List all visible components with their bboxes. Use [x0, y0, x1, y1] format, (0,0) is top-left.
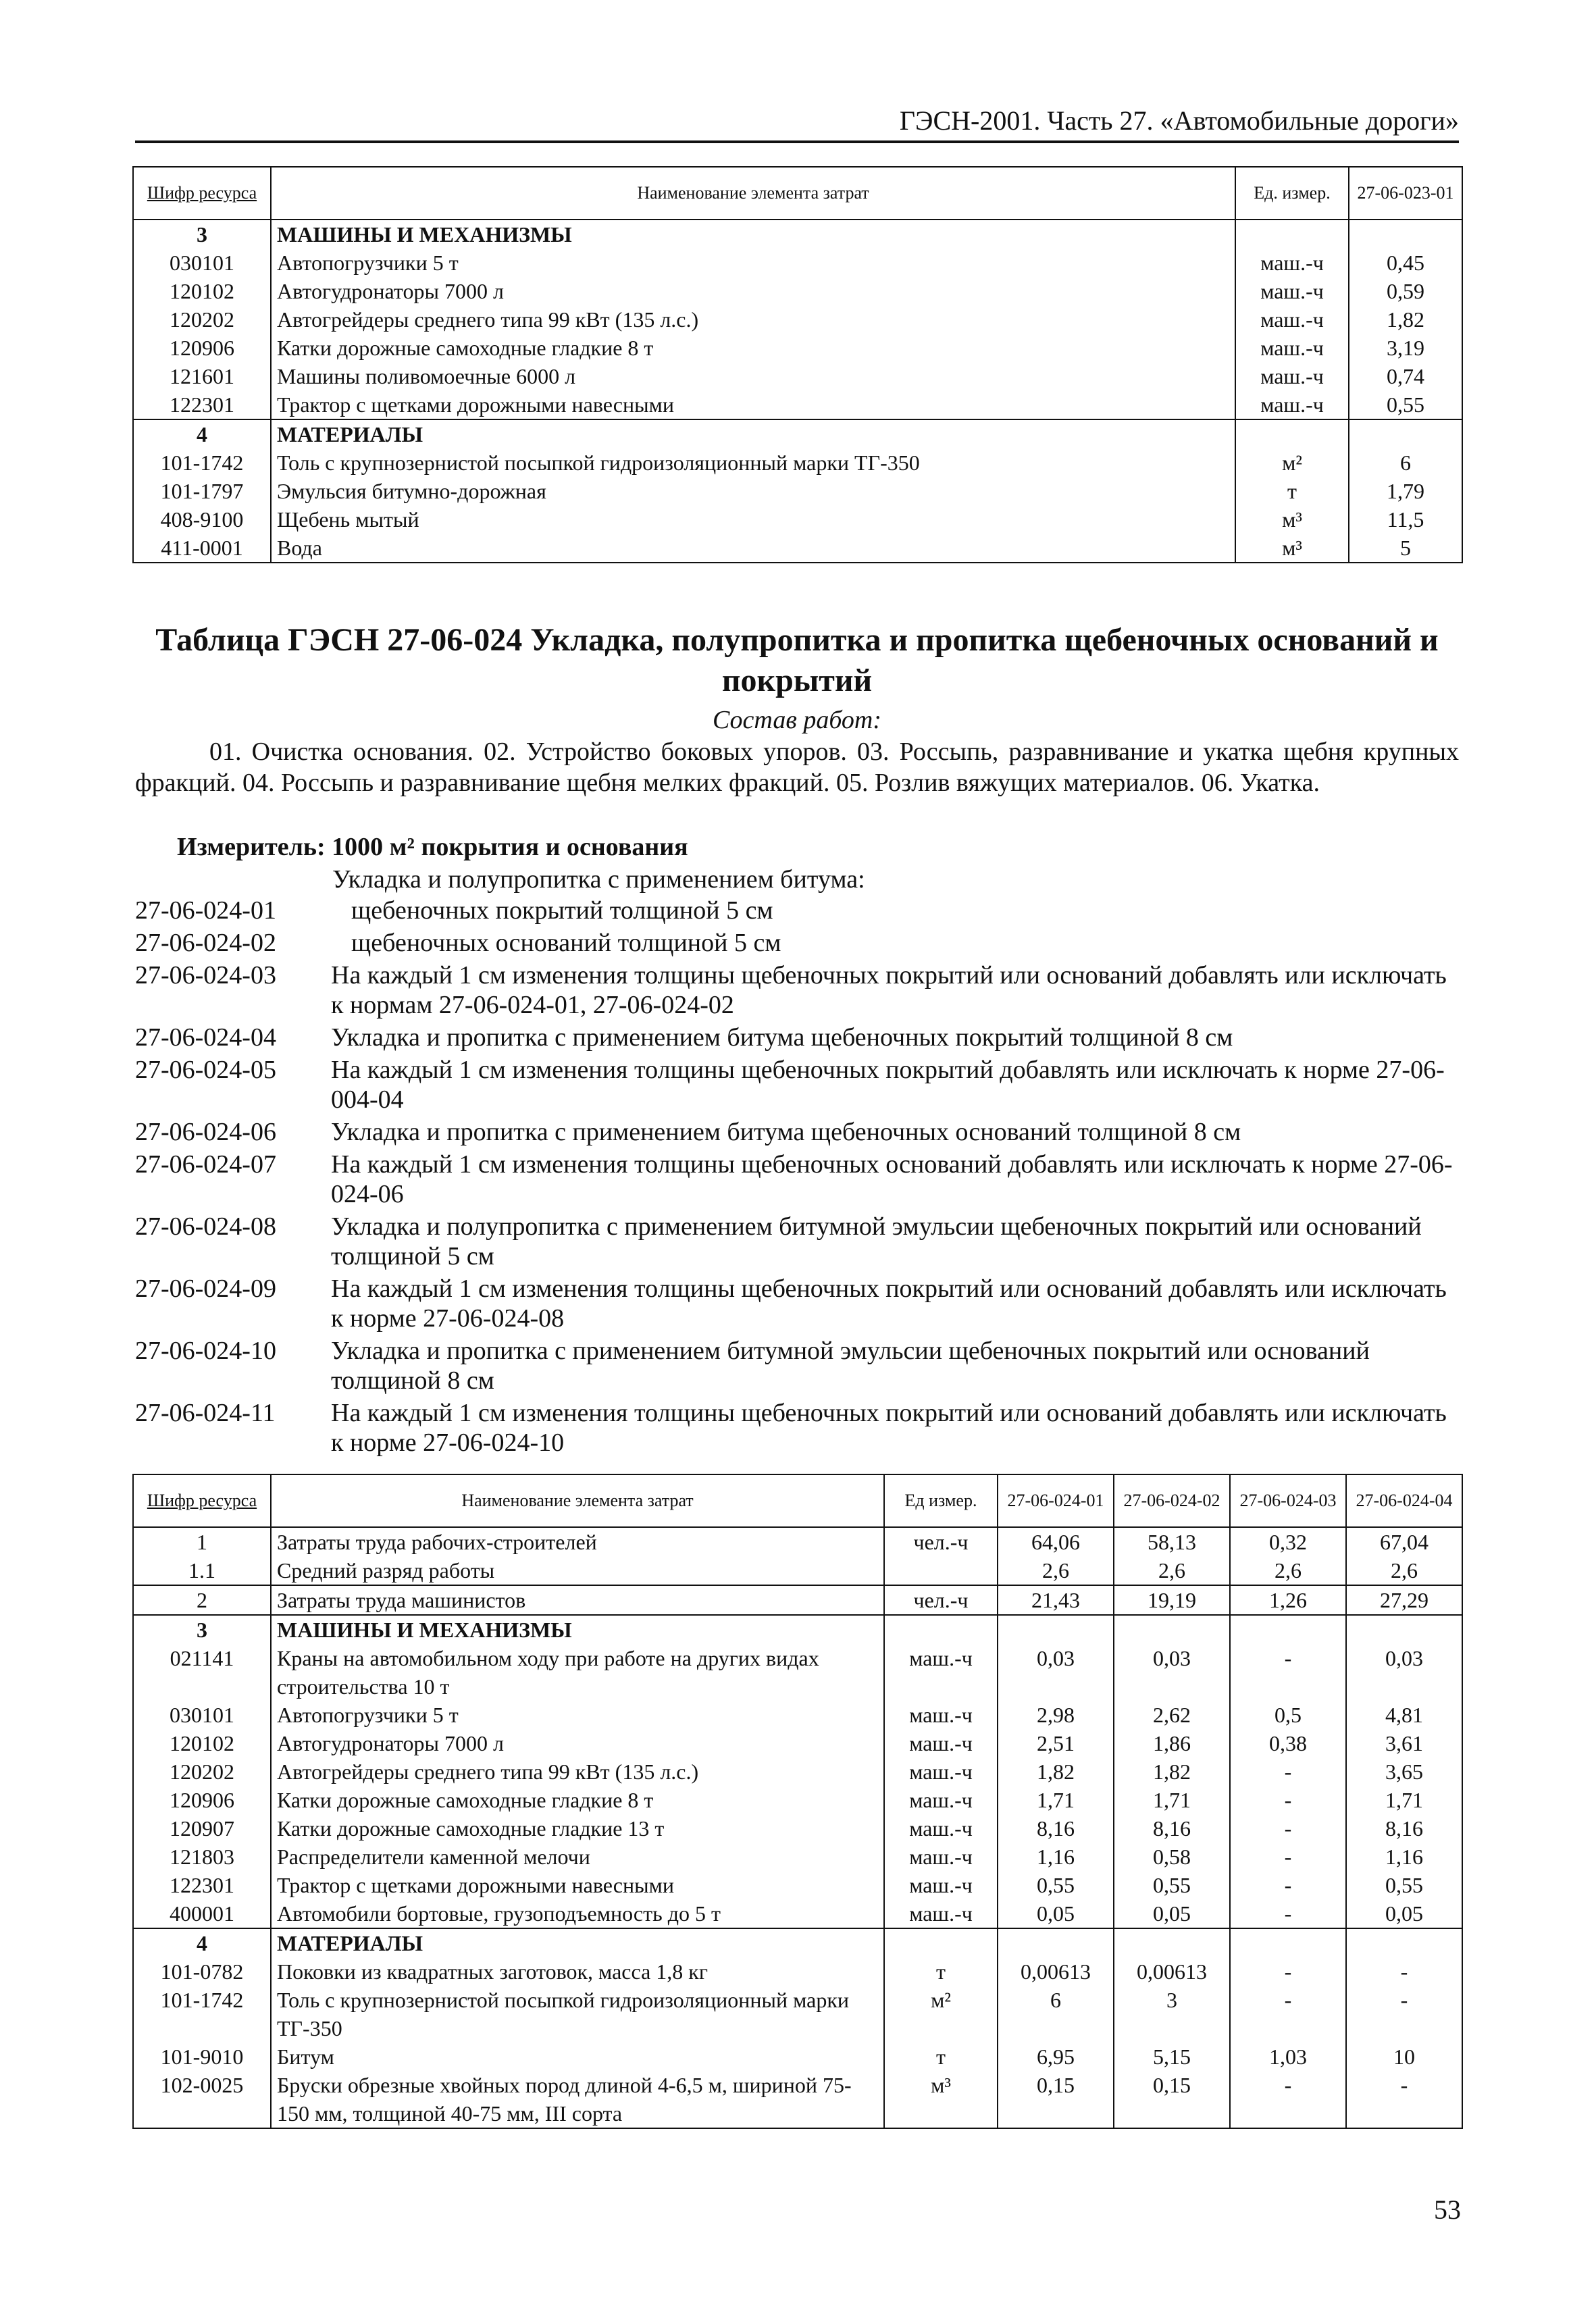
- resource-name: Распределители каменной мелочи: [271, 1843, 884, 1871]
- resource-value: 2,6: [1114, 1556, 1230, 1585]
- norm-code: 27-06-024-10: [135, 1337, 276, 1365]
- col-head-unit: Ед. измер.: [1235, 167, 1349, 220]
- resource-name: Автогудронаторы 7000 л: [271, 1729, 884, 1757]
- resource-code: 411-0001: [133, 534, 271, 563]
- resource-value: 1,16: [998, 1843, 1114, 1871]
- resource-value: -: [1230, 1757, 1346, 1786]
- table-row: [133, 1786, 1462, 1814]
- resource-value: 0,03: [998, 1644, 1114, 1701]
- resource-name: Трактор с щетками дорожными навесными: [271, 390, 1235, 419]
- resource-code: 3: [133, 220, 271, 249]
- resource-value: -: [1230, 1644, 1346, 1701]
- table-row: [133, 362, 1462, 390]
- resource-unit: маш.-ч: [884, 1899, 998, 1928]
- table-row: [133, 220, 1462, 249]
- resource-name: Щебень мытый: [271, 505, 1235, 534]
- resource-value: 2,98: [998, 1701, 1114, 1729]
- resource-table-023: [132, 166, 1463, 563]
- norm-item: [135, 1336, 1459, 1395]
- resource-unit: [1235, 419, 1349, 448]
- resource-unit: маш.-ч: [884, 1843, 998, 1871]
- resource-code: 1: [133, 1527, 271, 1556]
- resource-name: Автопогрузчики 5 т: [271, 1701, 884, 1729]
- norm-item: [135, 1055, 1459, 1114]
- resource-value: 8,16: [1114, 1814, 1230, 1843]
- resource-unit: м²: [884, 1986, 998, 2042]
- resource-name: Автомобили бортовые, грузоподъемность до 5 т: [271, 1899, 884, 1928]
- table-row: [133, 334, 1462, 362]
- resource-value: [1349, 419, 1462, 448]
- resource-value: 27,29: [1346, 1585, 1462, 1615]
- resource-value: 2,62: [1114, 1701, 1230, 1729]
- col-head-name: Наименование элемента затрат: [271, 167, 1235, 220]
- resource-value: 2,6: [1346, 1556, 1462, 1585]
- resource-code: 121803: [133, 1843, 271, 1871]
- table-row: [133, 1585, 1462, 1615]
- resource-value: 0,03: [1114, 1644, 1230, 1701]
- table-row: [133, 1556, 1462, 1585]
- resource-value: 1,26: [1230, 1585, 1346, 1615]
- resource-value: [1114, 1928, 1230, 1957]
- resource-unit: маш.-ч: [1235, 277, 1349, 305]
- resource-code: 101-0782: [133, 1957, 271, 1986]
- resource-name: МАТЕРИАЛЫ: [271, 419, 1235, 448]
- norm-code: 27-06-024-06: [135, 1118, 276, 1146]
- resource-value: 0,5: [1230, 1701, 1346, 1729]
- resource-code: 101-1797: [133, 477, 271, 505]
- norm-description: На каждый 1 см изменения толщины щебеночных покрытий или оснований добавлять или исключать к норме 27-06-024-10: [331, 1399, 1447, 1457]
- resource-value: 0,74: [1349, 362, 1462, 390]
- resource-value: [1230, 1615, 1346, 1644]
- col-head-norm-4: 27-06-024-04: [1346, 1474, 1462, 1527]
- norm-description: На каждый 1 см изменения толщины щебеночных покрытий или оснований добавлять или исключать к норме 27-06-024-08: [331, 1275, 1447, 1333]
- resource-unit: маш.-ч: [884, 1644, 998, 1701]
- resource-value: 0,15: [998, 2071, 1114, 2128]
- resource-value: 19,19: [1114, 1585, 1230, 1615]
- norm-description: На каждый 1 см изменения толщины щебеночных оснований добавлять или исключать к норме 27-06-024-06: [331, 1150, 1453, 1208]
- resource-name: Трактор с щетками дорожными навесными: [271, 1871, 884, 1899]
- table-row: [133, 1729, 1462, 1757]
- norm-item: [135, 896, 1459, 925]
- resource-unit: чел.-ч: [884, 1527, 998, 1556]
- resource-value: 67,04: [1346, 1527, 1462, 1556]
- norm-description: щебеночных оснований толщиной 5 см: [351, 929, 781, 957]
- resource-name: Автопогрузчики 5 т: [271, 249, 1235, 277]
- resource-code: 3: [133, 1615, 271, 1644]
- table-row: [133, 277, 1462, 305]
- resource-value: 0,05: [998, 1899, 1114, 1928]
- resource-value: 0,03: [1346, 1644, 1462, 1701]
- table-row: [133, 1928, 1462, 1957]
- norm-item: [135, 1150, 1459, 1209]
- resource-unit: т: [884, 1957, 998, 1986]
- norm-item: [135, 1023, 1459, 1052]
- resource-value: 5: [1349, 534, 1462, 563]
- resource-value: -: [1230, 1986, 1346, 2042]
- resource-value: -: [1230, 1871, 1346, 1899]
- page-number: 53: [1434, 2194, 1461, 2225]
- resource-code: 101-1742: [133, 448, 271, 477]
- resource-name: Средний разряд работы: [271, 1556, 884, 1585]
- norm-code: 27-06-024-11: [135, 1399, 276, 1427]
- table-row: [133, 1871, 1462, 1899]
- resource-value: 6: [998, 1986, 1114, 2042]
- resource-code: 102-0025: [133, 2071, 271, 2128]
- resource-value: [1349, 220, 1462, 249]
- resource-unit: маш.-ч: [1235, 334, 1349, 362]
- resource-value: 58,13: [1114, 1527, 1230, 1556]
- resource-value: 0,00613: [1114, 1957, 1230, 1986]
- resource-value: 0,05: [1346, 1899, 1462, 1928]
- resource-unit: [1235, 220, 1349, 249]
- resource-name: Поковки из квадратных заготовок, масса 1,8 кг: [271, 1957, 884, 1986]
- resource-value: 8,16: [998, 1814, 1114, 1843]
- resource-code: 122301: [133, 390, 271, 419]
- works-subtitle: Состав работ:: [712, 706, 882, 734]
- table-row: [133, 1957, 1462, 1986]
- resource-code: 121601: [133, 362, 271, 390]
- table-row: [133, 448, 1462, 477]
- norm-description: На каждый 1 см изменения толщины щебеночных покрытий добавлять или исключать к норме 27-06-004-04: [331, 1056, 1445, 1114]
- norms-list: [135, 896, 1459, 1460]
- resource-code: 408-9100: [133, 505, 271, 534]
- resource-name: МАТЕРИАЛЫ: [271, 1928, 884, 1957]
- resource-unit: маш.-ч: [1235, 362, 1349, 390]
- table-title: Таблица ГЭСН 27-06-024 Укладка, полупропитка и пропитка щебеночных оснований и покрытий: [155, 622, 1439, 698]
- resource-value: 3,61: [1346, 1729, 1462, 1757]
- table-row: [133, 249, 1462, 277]
- resource-value: 1,16: [1346, 1843, 1462, 1871]
- resource-value: 0,05: [1114, 1899, 1230, 1928]
- resource-value: 0,38: [1230, 1729, 1346, 1757]
- resource-unit: маш.-ч: [884, 1757, 998, 1786]
- resource-value: 0,55: [998, 1871, 1114, 1899]
- running-header: ГЭСН-2001. Часть 27. «Автомобильные дороги»: [135, 105, 1459, 143]
- table-row: [133, 534, 1462, 563]
- resource-value: 64,06: [998, 1527, 1114, 1556]
- resource-unit: [884, 1615, 998, 1644]
- resource-code: 030101: [133, 1701, 271, 1729]
- resource-value: 2,6: [998, 1556, 1114, 1585]
- norm-item: [135, 960, 1459, 1020]
- resource-name: Вода: [271, 534, 1235, 563]
- norm-item: [135, 1117, 1459, 1147]
- resource-value: 1,82: [998, 1757, 1114, 1786]
- norm-description: щебеночных покрытий толщиной 5 см: [351, 896, 773, 925]
- meter-unit: Измеритель: 1000 м² покрытия и основания: [177, 833, 688, 861]
- resource-value: 1,82: [1114, 1757, 1230, 1786]
- resource-name: Катки дорожные самоходные гладкие 8 т: [271, 334, 1235, 362]
- resource-value: -: [1230, 1957, 1346, 1986]
- resource-name: Толь с крупнозернистой посыпкой гидроизоляционный марки ТГ-350: [271, 448, 1235, 477]
- resource-value: 1,86: [1114, 1729, 1230, 1757]
- norm-description: Укладка и полупропитка с применением битумной эмульсии щебеночных покрытий или оснований толщиной 5 см: [331, 1212, 1422, 1270]
- table-row: [133, 1644, 1462, 1701]
- resource-value: 0,45: [1349, 249, 1462, 277]
- resource-value: 6: [1349, 448, 1462, 477]
- norm-code: 27-06-024-08: [135, 1212, 276, 1241]
- resource-value: 0,00613: [998, 1957, 1114, 1986]
- norm-code: 27-06-024-02: [135, 929, 276, 957]
- resource-code: 120906: [133, 334, 271, 362]
- resource-unit: т: [884, 2042, 998, 2071]
- resource-unit: маш.-ч: [1235, 305, 1349, 334]
- resource-value: 0,55: [1349, 390, 1462, 419]
- resource-value: [1230, 1928, 1346, 1957]
- resource-code: 400001: [133, 1899, 271, 1928]
- resource-code: 4: [133, 1928, 271, 1957]
- resource-value: [1346, 1615, 1462, 1644]
- resource-value: [1114, 1615, 1230, 1644]
- resource-value: [1346, 1928, 1462, 1957]
- resource-code: 2: [133, 1585, 271, 1615]
- resource-name: Автогрейдеры среднего типа 99 кВт (135 л.с.): [271, 305, 1235, 334]
- table-row: [133, 419, 1462, 448]
- resource-name: Катки дорожные самоходные гладкие 8 т: [271, 1786, 884, 1814]
- resource-name: Затраты труда рабочих-строителей: [271, 1527, 884, 1556]
- norm-code: 27-06-024-03: [135, 961, 276, 989]
- norm-item: [135, 1274, 1459, 1333]
- resource-value: 10: [1346, 2042, 1462, 2071]
- table-row: [133, 1899, 1462, 1928]
- resource-value: 3,19: [1349, 334, 1462, 362]
- resource-unit: м³: [884, 2071, 998, 2128]
- table-row: [133, 505, 1462, 534]
- resource-value: 0,58: [1114, 1843, 1230, 1871]
- resource-code: 101-9010: [133, 2042, 271, 2071]
- resource-value: 3,65: [1346, 1757, 1462, 1786]
- resource-name: Краны на автомобильном ходу при работе на других видах строительства 10 т: [271, 1644, 884, 1701]
- resource-code: 1.1: [133, 1556, 271, 1585]
- table-row: [133, 1527, 1462, 1556]
- resource-name: Автогудронаторы 7000 л: [271, 277, 1235, 305]
- resource-code: 120202: [133, 1757, 271, 1786]
- resource-value: 4,81: [1346, 1701, 1462, 1729]
- resource-code: 120906: [133, 1786, 271, 1814]
- resource-value: -: [1230, 1786, 1346, 1814]
- resource-name: МАШИНЫ И МЕХАНИЗМЫ: [271, 220, 1235, 249]
- table-row: [133, 1843, 1462, 1871]
- resource-value: 1,71: [998, 1786, 1114, 1814]
- resource-value: 1,71: [1346, 1786, 1462, 1814]
- norm-description: Укладка и пропитка с применением битума щебеночных оснований толщиной 8 см: [331, 1118, 1241, 1146]
- resource-name: Толь с крупнозернистой посыпкой гидроизоляционный марки ТГ-350: [271, 1986, 884, 2042]
- resource-value: 21,43: [998, 1585, 1114, 1615]
- norm-code: 27-06-024-07: [135, 1150, 276, 1179]
- resource-value: [998, 1928, 1114, 1957]
- resource-code: 101-1742: [133, 1986, 271, 2042]
- norm-description: Укладка и пропитка с применением битума щебеночных покрытий толщиной 8 см: [331, 1023, 1233, 1052]
- table-row: [133, 477, 1462, 505]
- norm-item: [135, 1212, 1459, 1271]
- norm-item: [135, 928, 1459, 958]
- table-row: [133, 2071, 1462, 2128]
- norm-code: 27-06-024-01: [135, 896, 276, 925]
- resource-value: 2,51: [998, 1729, 1114, 1757]
- resource-value: 0,59: [1349, 277, 1462, 305]
- resource-code: 120907: [133, 1814, 271, 1843]
- resource-code: 4: [133, 419, 271, 448]
- col-head-code: Шифр ресурса: [133, 167, 271, 220]
- resource-code: 120102: [133, 277, 271, 305]
- resource-unit: маш.-ч: [884, 1701, 998, 1729]
- resource-table-024: [132, 1474, 1463, 2129]
- col-head-norm: 27-06-023-01: [1349, 167, 1462, 220]
- resource-unit: [884, 1556, 998, 1585]
- resource-code: 122301: [133, 1871, 271, 1899]
- resource-value: 1,79: [1349, 477, 1462, 505]
- resource-value: -: [1230, 1899, 1346, 1928]
- resource-value: 3: [1114, 1986, 1230, 2042]
- table-row: [133, 1757, 1462, 1786]
- works-composition: 01. Очистка основания. 02. Устройство боковых упоров. 03. Россыпь, разравнивание и укатка щебня крупных фракций. 04. Россыпь и разравнивание щебня мелких фракций. 05. Розлив вяжущих материалов. 06. Укатка.: [135, 738, 1459, 797]
- resource-name: Машины поливомоечные 6000 л: [271, 362, 1235, 390]
- col-head-norm-1: 27-06-024-01: [998, 1474, 1114, 1527]
- table-row: [133, 1814, 1462, 1843]
- norm-code: 27-06-024-05: [135, 1056, 276, 1084]
- resource-code: 120202: [133, 305, 271, 334]
- col-head-norm-2: 27-06-024-02: [1114, 1474, 1230, 1527]
- resource-value: 5,15: [1114, 2042, 1230, 2071]
- resource-code: 120102: [133, 1729, 271, 1757]
- col-head-code: Шифр ресурса: [133, 1474, 271, 1527]
- resource-value: -: [1346, 1986, 1462, 2042]
- resource-value: 0,32: [1230, 1527, 1346, 1556]
- resource-value: 1,82: [1349, 305, 1462, 334]
- resource-value: -: [1346, 1957, 1462, 1986]
- resource-unit: [884, 1928, 998, 1957]
- resource-name: Битум: [271, 2042, 884, 2071]
- resource-value: 11,5: [1349, 505, 1462, 534]
- resource-value: 0,15: [1114, 2071, 1230, 2128]
- resource-name: Затраты труда машинистов: [271, 1585, 884, 1615]
- resource-unit: м³: [1235, 505, 1349, 534]
- resource-unit: чел.-ч: [884, 1585, 998, 1615]
- resource-unit: маш.-ч: [884, 1871, 998, 1899]
- table-row: [133, 305, 1462, 334]
- resource-unit: маш.-ч: [1235, 390, 1349, 419]
- col-head-unit: Ед измер.: [884, 1474, 998, 1527]
- resource-unit: м²: [1235, 448, 1349, 477]
- resource-name: Бруски обрезные хвойных пород длиной 4-6,5 м, шириной 75-150 мм, толщиной 40-75 мм, III сорта: [271, 2071, 884, 2128]
- resource-name: МАШИНЫ И МЕХАНИЗМЫ: [271, 1615, 884, 1644]
- resource-value: -: [1230, 1814, 1346, 1843]
- table-row: [133, 2042, 1462, 2071]
- resource-unit: т: [1235, 477, 1349, 505]
- resource-value: 0,55: [1114, 1871, 1230, 1899]
- norm-code: 27-06-024-04: [135, 1023, 276, 1052]
- resource-value: 0,55: [1346, 1871, 1462, 1899]
- resource-code: 030101: [133, 249, 271, 277]
- table-row: [133, 1701, 1462, 1729]
- norm-item: [135, 1398, 1459, 1458]
- resource-value: 8,16: [1346, 1814, 1462, 1843]
- table-row: [133, 390, 1462, 419]
- resource-name: Автогрейдеры среднего типа 99 кВт (135 л.с.): [271, 1757, 884, 1786]
- resource-unit: маш.-ч: [884, 1814, 998, 1843]
- resource-name: Эмульсия битумно-дорожная: [271, 477, 1235, 505]
- resource-value: 6,95: [998, 2042, 1114, 2071]
- resource-unit: м³: [1235, 534, 1349, 563]
- resource-value: 2,6: [1230, 1556, 1346, 1585]
- col-head-norm-3: 27-06-024-03: [1230, 1474, 1346, 1527]
- norm-description: На каждый 1 см изменения толщины щебеночных покрытий или оснований добавлять или исключать к нормам 27-06-024-01, 27-06-024-02: [331, 961, 1447, 1019]
- resource-name: Катки дорожные самоходные гладкие 13 т: [271, 1814, 884, 1843]
- norm-code: 27-06-024-09: [135, 1275, 276, 1303]
- col-head-name: Наименование элемента затрат: [271, 1474, 884, 1527]
- resource-value: -: [1346, 2071, 1462, 2128]
- resource-unit: маш.-ч: [884, 1729, 998, 1757]
- resource-value: [998, 1615, 1114, 1644]
- norm-description: Укладка и пропитка с применением битумной эмульсии щебеночных покрытий или оснований толщиной 8 см: [331, 1337, 1370, 1395]
- table-row: [133, 1986, 1462, 2042]
- resource-value: -: [1230, 2071, 1346, 2128]
- norms-intro: Укладка и полупропитка с применением битума:: [332, 865, 865, 894]
- resource-code: 021141: [133, 1644, 271, 1701]
- resource-unit: маш.-ч: [1235, 249, 1349, 277]
- resource-value: 1,71: [1114, 1786, 1230, 1814]
- resource-value: -: [1230, 1843, 1346, 1871]
- resource-value: 1,03: [1230, 2042, 1346, 2071]
- table-row: [133, 1615, 1462, 1644]
- resource-unit: маш.-ч: [884, 1786, 998, 1814]
